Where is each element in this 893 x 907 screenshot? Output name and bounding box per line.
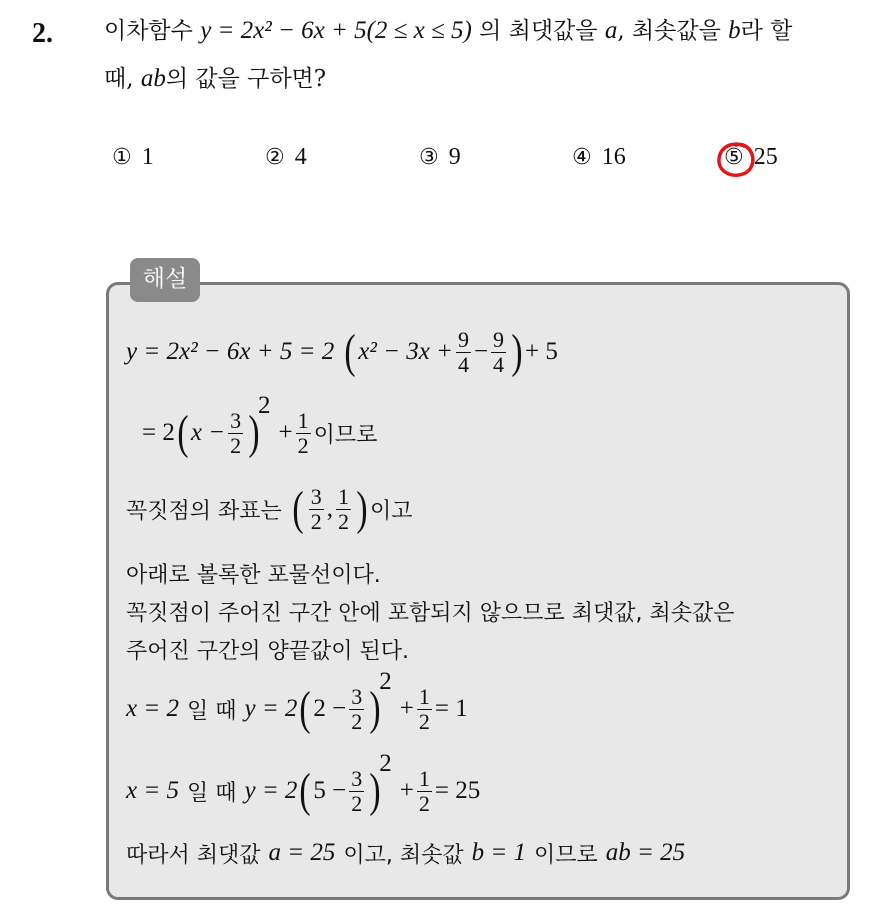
choice-3-mark: ③	[419, 145, 439, 170]
problem-number: 2.	[32, 18, 53, 49]
s1-lparen: (	[344, 325, 356, 378]
s1-rparen: )	[511, 325, 523, 378]
s7-c: y = 2	[244, 695, 298, 722]
choice-4-value: 16	[601, 144, 626, 170]
s3-frac-2: $\frac{1}{2}$	[338, 483, 349, 534]
s7-g: = 1	[434, 695, 468, 722]
choice-3-value: 9	[448, 144, 461, 170]
choice-2-value: 4	[294, 144, 307, 170]
s2-a: = 2	[142, 419, 175, 446]
s8-d: 5 −	[313, 777, 347, 804]
s3-rparen: )	[356, 482, 368, 535]
solution-line-9	[126, 836, 685, 870]
question-line-2	[104, 62, 326, 96]
s2-d: 이므로	[313, 422, 378, 448]
choice-4-mark: ④	[572, 145, 592, 170]
s7-b: 일 때	[186, 698, 237, 724]
q2-prefix: 때,	[104, 66, 134, 92]
solution-line-8: x = 5 일 때 y = 2 ( 5 − $\frac{3}{2}$ ) 2 + $\frac{1}{2}$ = 25	[126, 750, 481, 817]
s9-d: b = 1	[471, 839, 527, 866]
q-mid: 의 최댓값을	[479, 18, 598, 44]
solution-line-1	[126, 322, 558, 382]
s2-lparen: (	[177, 406, 189, 459]
choice-1-value: 1	[141, 144, 154, 170]
solution-line-2: = 2 ( x − $\frac{3}{2}$ ) 2 + $\frac{1}{2}$ 이므로	[142, 392, 378, 459]
s2-rparen: )	[248, 406, 260, 459]
s8-e: +	[399, 777, 414, 804]
s7-rparen: )	[369, 682, 381, 735]
answer-choices	[0, 144, 893, 178]
q-mid2: , 최솟값을	[617, 18, 721, 44]
s9-e: 이므로	[534, 842, 598, 868]
q-suffix: 라 할	[740, 18, 793, 44]
s2-b: x −	[190, 419, 226, 446]
choice-2-mark: ②	[265, 145, 285, 170]
s7-lparen: (	[299, 682, 312, 735]
answer-circle-mark	[714, 140, 758, 180]
s2-c: +	[278, 419, 293, 446]
s9-b: a = 25	[268, 839, 336, 866]
q-var-a: a	[604, 17, 618, 44]
s8-g: = 25	[434, 777, 481, 804]
s8-c: y = 2	[244, 777, 298, 804]
q-var-ab: ab	[140, 65, 166, 92]
s3-a: 꼭짓점의 좌표는	[126, 498, 282, 524]
q2-suffix: 의 값을 구하면?	[165, 66, 327, 92]
s1-b: −	[473, 338, 489, 365]
choice-5-value: 25	[753, 144, 778, 170]
solution-line-3	[126, 478, 413, 540]
choice-5-mark: ⑤	[724, 145, 744, 170]
s7-frac-2: $\frac{1}{2}$	[418, 683, 430, 734]
s8-rparen: )	[369, 764, 381, 817]
s9-f: ab = 25	[605, 839, 686, 866]
q-equation: y = 2x² − 6x + 5(2 ≤ x ≤ 5)	[200, 17, 472, 44]
solution-line-5: 꼭짓점이 주어진 구간 안에 포함되지 않으므로 최댓값, 최솟값은	[126, 600, 735, 626]
s3-b: 이고	[369, 498, 413, 524]
solution-line-6: 주어진 구간의 양끝값이 된다.	[126, 638, 409, 664]
choice-3[interactable]	[419, 144, 461, 171]
s3-comma: ,	[326, 495, 333, 522]
s3-frac-1: $\frac{3}{2}$	[310, 483, 322, 534]
q-var-b: b	[728, 17, 741, 44]
s7-frac-1: $\frac{3}{2}$	[351, 683, 363, 734]
s9-c: 이고, 최솟값	[343, 842, 464, 868]
s8-b: 일 때	[186, 780, 237, 806]
s7-e: +	[399, 695, 414, 722]
choice-1[interactable]	[112, 144, 154, 171]
s7-a: x = 2	[126, 695, 179, 722]
s2-frac-2: $\frac{1}{2}$	[297, 407, 309, 458]
solution-line-4: 아래로 볼록한 포물선이다.	[126, 562, 381, 588]
solution-tag: 해설	[130, 258, 200, 302]
s2-frac-1: $\frac{3}{2}$	[230, 407, 242, 458]
s1-c: + 5	[525, 338, 558, 365]
s8-frac-1: $\frac{3}{2}$	[351, 765, 363, 816]
choice-4[interactable]	[572, 144, 626, 171]
solution-line-7: x = 2 일 때 y = 2 ( 2 − $\frac{3}{2}$ ) 2 + $\frac{1}{2}$ = 1	[126, 668, 468, 735]
s8-frac-2: $\frac{1}{2}$	[418, 765, 430, 816]
s9-a: 따라서 최댓값	[126, 842, 261, 868]
s1-frac-2: $\frac{9}{4}$	[493, 326, 505, 377]
s8-lparen: (	[299, 764, 312, 817]
choice-1-mark: ①	[112, 145, 132, 170]
s1-a: x² − 3x +	[358, 338, 453, 365]
s1-lhs: y = 2x² − 6x + 5 = 2	[126, 338, 335, 365]
s1-frac-1: $\frac{9}{4}$	[457, 326, 469, 377]
s7-d: 2 −	[313, 695, 347, 722]
question-line-1	[104, 14, 792, 48]
q-prefix: 이차함수	[104, 18, 193, 44]
choice-2[interactable]	[265, 144, 307, 171]
s3-lparen: (	[292, 482, 304, 535]
s8-a: x = 5	[126, 777, 179, 804]
